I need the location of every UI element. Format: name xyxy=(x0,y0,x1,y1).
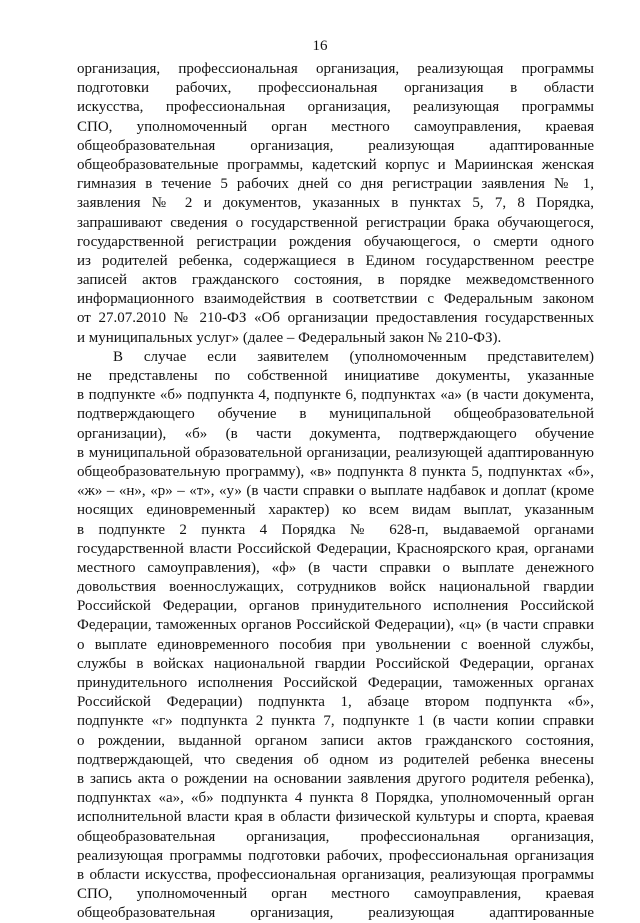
text-line: подпункте «г» подпункта 2 пункта 7, подпункте 1 (в части копии справки xyxy=(77,713,594,730)
text-line: «ж» – «н», «р» – «т», «у» (в части справки о выплате надбавок и доплат (кроме xyxy=(77,483,594,500)
text-line: общеобразовательная организация, профессиональная организация, xyxy=(77,828,594,845)
text-line: принудительного исполнения Российской Федерации, таможенных органах xyxy=(77,675,594,691)
text-line: от 27.07.2010 № 210-ФЗ «Об организации предоставления государственных xyxy=(77,310,594,327)
text-line: исполнительной власти края в области физической культуры и спорта, краевая xyxy=(77,809,594,826)
text-line: подтверждающего обучение в муниципальной общеобразовательной xyxy=(77,406,594,423)
text-line: в подпункте «б» подпункта 4, подпункте 6, подпунктах «а» (в части документа, xyxy=(77,387,594,404)
text-line: записей актов гражданского состояния, в порядке межведомственного xyxy=(77,272,594,289)
text-line: общеобразовательная организация, реализующая адаптированные xyxy=(77,905,594,922)
text-line: не представлены по собственной инициативе документы, указанные xyxy=(77,368,594,384)
text-line: заявления № 2 и документов, указанных в пунктах 5, 7, 8 Порядка, xyxy=(77,195,594,212)
text-line: и муниципальных услуг» (далее – Федеральный закон № 210-ФЗ). xyxy=(77,329,502,346)
text-line: в подпункте 2 пункта 4 Порядка № 628-п, выдаваемой органами xyxy=(77,521,594,538)
text-line: государственной власти Российской Федерации, Красноярского края, органами xyxy=(77,540,594,557)
text-line: подготовки рабочих, профессиональная организация в области xyxy=(77,80,594,97)
text-line: Российской Федерации, органов принудительного исполнения Российской xyxy=(77,598,594,615)
text-line: службы в войсках национальной гвардии Российской Федерации, органах xyxy=(77,655,594,672)
text-line: о выплате единовременного пособия при увольнении с военной службы, xyxy=(77,636,594,653)
text-line: искусства, профессиональная организация, реализующая программы xyxy=(77,99,594,116)
text-line: реализующая программы подготовки рабочих, профессиональная организация xyxy=(77,847,594,864)
text-line: В случае если заявителем (уполномоченным представителем) xyxy=(113,348,594,365)
text-line: в области искусства, профессиональная организация, реализующая программы xyxy=(77,866,594,883)
text-line: довольствия военнослужащих, сотрудников войск национальной гвардии xyxy=(77,579,594,596)
text-line: гимназия в течение 5 рабочих дней со дня регистрации заявления № 1, xyxy=(77,176,594,193)
text-line: информационного взаимодействия в соответствии с Федеральным законом xyxy=(77,291,594,308)
text-line: подтверждающей, что сведения об одном из родителей ребенка внесены xyxy=(77,751,594,768)
text-line: запрашивают сведения о государственной регистрации брака обучающегося, xyxy=(77,214,594,231)
text-line: в запись акта о рождении на основании заявления другого родителя ребенка), xyxy=(77,770,594,787)
text-line: подпунктах «а», «б» подпункта 4 пункта 8 Порядка, уполномоченный орган xyxy=(77,790,594,807)
text-line: местного самоуправления), «ф» (в части справки о выплате денежного xyxy=(77,559,594,576)
document-body xyxy=(77,60,594,923)
text-line: организации), «б» (в части документа, подтверждающего обучение xyxy=(77,425,594,442)
text-line: из родителей ребенка, содержащиеся в Едином государственном реестре xyxy=(77,252,594,269)
text-line: СПО, уполномоченный орган местного самоуправления, краевая xyxy=(77,118,594,135)
text-line: государственной регистрации рождения обучающегося, о смерти одного xyxy=(77,233,594,250)
text-line: носящих единовременный характер) ко всем видам выплат, указанным xyxy=(77,502,594,519)
text-line: организация, профессиональная организация, реализующая программы xyxy=(77,61,594,77)
text-line: СПО, уполномоченный орган местного самоуправления, краевая xyxy=(77,886,594,903)
text-line: общеобразовательная организация, реализующая адаптированные xyxy=(77,137,594,154)
text-line: о рождении, выданной органом записи актов гражданского состояния, xyxy=(77,732,594,749)
text-line: общеобразовательную программу), «в» подпункта 8 пункта 5, подпунктах «б», xyxy=(77,463,594,480)
text-line: Федерации, таможенных органов Российской Федерации), «ц» (в части справки xyxy=(77,617,594,634)
text-line: Российской Федерации) подпункта 1, абзаце втором подпункта «б», xyxy=(77,694,594,711)
text-line: в муниципальной образовательной организации, реализующей адаптированную xyxy=(77,444,594,461)
text-line: общеобразовательные программы, кадетский корпус и Мариинская женская xyxy=(77,156,594,173)
page-number: 16 xyxy=(312,38,328,54)
